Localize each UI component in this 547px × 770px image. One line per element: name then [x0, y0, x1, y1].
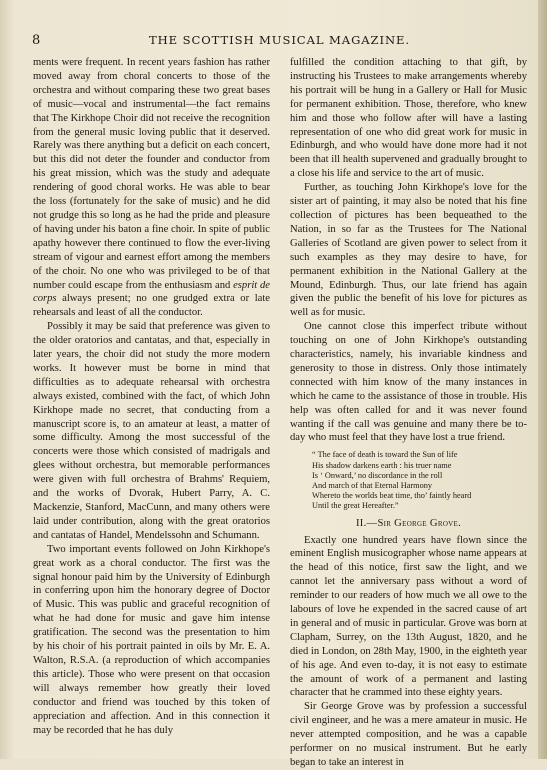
italic-phrase: esprit de corps: [33, 279, 270, 305]
verse-line: Whereto the worlds beat time, tho’ faintly heard: [312, 491, 472, 501]
left-column: [33, 56, 270, 737]
page-number: 8: [32, 33, 41, 48]
right-paragraph-4: Exactly one hundred years have flown since the eminent English musicographer whose name appears at the head of this notice, first saw the light, and we cannot let the anniversary pass without a word of reminder to our readers of how much we all owe to the labours of love he expended in the sacred cause of art in general and of music in particular. Grove was born at Clapham, Surrey, on the 13th August, 1820, and he died in London, on 28th May, 1900, in the eighteth year of his age. And even to-day, it is not easy to estimate the amount of work of a permanent and lasting character that he crammed into these eighty years.: [290, 534, 527, 699]
verse-line: His shadow darkens earth : his truer name: [312, 460, 452, 470]
page-edge-shadow: [538, 0, 547, 759]
verse-line: Until the great Hereafter.”: [312, 501, 399, 511]
right-paragraph-5: Sir George Grove was by profession a successful civil engineer, and he was a mere amateur in music. He never attempted composition, and he was a capable performer on no musical instrument. But he early began to take an interest in: [290, 701, 527, 768]
right-paragraph-2: Further, as touching John Kirkhope's love for the sister art of painting, it may also be noted that his fine collection of pictures has been bequeathed to the Nation, in so far as the Trustees for The National Galleries of Scotland are given power to select from it such examples as they may desire to have, for permanent exhibition in the National Gallery at the Mound, Edinburgh. Thus, our late friend has again given the public the benefit of his love for pictures as well as for music.: [290, 182, 527, 319]
left-paragraph-2: Possibly it may be said that preference was given to the older oratorios and cantatas, and that, especially in later years, the choir did not study the more modern works. It however must be borne in mind that difficulties as to adequate rehearsal with orchestra always existed, combined with the fact, of which John Kirkhope made no secret, that conducting from a manuscript score is, to an amateur at least, a matter of some difficulty. Among the most successful of the concerts were those which consisted of madrigals and glees without orchestra, but memorable performances were given with full orchestra of Brahms' Requiem, and the works of Dvorak, Hubert Parry, A. C. Mackenzie, Stanford, MacCunn, and many others were laid under contribution, along with the great oratorios and cantatas of Handel, Mendelssohn and Schumann.: [33, 321, 270, 541]
page-header: [32, 33, 527, 49]
section-title: Sir George Grove.: [377, 517, 462, 529]
right-column: [290, 56, 527, 770]
verse-line: “ The face of death is toward the Sun of life: [312, 450, 458, 460]
right-paragraph-1: fulfilled the condition attaching to that gift, by instructing his Trustees to make arrangements whereby his portrait will be hung in a Gallery or Hall for Music for permanent exhibition. Those, therefore, who knew him and those who follow after will have a lasting representation of one who did great work for music in Edinburgh, and who would have done more had it not been that ill health supervened and gradually brought to a close his life and service to the art of music.: [290, 57, 527, 180]
left-paragraph-1: ments were frequent. In recent years fashion has rather moved away from choral concerts to those of the orchestra and without comparing these two great bases of music—vocal and instrumental—the fact remains that The Kirkhope Choir did not receive the recognition from the general music loving public that it deserved. Rarely was there anything but a deficit on each concert, but this did not deter the founder and conductor from his great mission, which was the study and adequate rendering of good choral works. He was able to bear the loss (fortunately for the sake of music) and he did not grudge this so long as he had the pride and pleasure of having under his baton a fine choir. In spite of public apathy however there continued to flow the ever-living stream of vigour and earnest effort among the members of the choir. No one who was privileged to be of that number could escape from the enthusiasm and esprit de corps always present; no one grudged extra or late rehearsals and least of all the conductor.: [33, 57, 270, 319]
verse-quotation: [312, 450, 527, 511]
verse-line: And march of that Eternal Harmony: [312, 480, 433, 490]
section-number: II.—: [355, 517, 378, 529]
right-paragraph-3: One cannot close this imperfect tribute without touching on one of John Kirkhope's outstanding characteristics, namely, his invariable kindness and generosity to those in distress. Only those intimately connected with him know of the many instances in which he came to the assistance of those in trouble. His help was often called for and it was never found wanting if the call was genuine and many there be to-day who must feel that they have lost a true friend.: [290, 321, 527, 444]
left-paragraph-3: Two important events followed on John Kirkhope's great work as a choral conductor. The first was the signal honour paid him by the University of Edinburgh in conferring upon him the honorary degree of Doctor of Music. This was public and graceful recognition of what he had done for music and gave him intense gratification. The second was the presentation to him by his choir of his portrait painted in oils by Mr. E. A. Walton, R.S.A. (a reproduction of which accompanies this article). Those who were present on that occasion will always remember how greatly their loved conductor and friend was touched by this token of appreciation and affection. And in this connection it may be recorded that he has duly: [33, 543, 270, 736]
verse-line: Is ‘ Onward,’ no discordance in the roll: [312, 470, 443, 480]
section-heading: [290, 517, 527, 531]
running-title: THE SCOTTISH MUSICAL MAGAZINE.: [149, 33, 410, 47]
